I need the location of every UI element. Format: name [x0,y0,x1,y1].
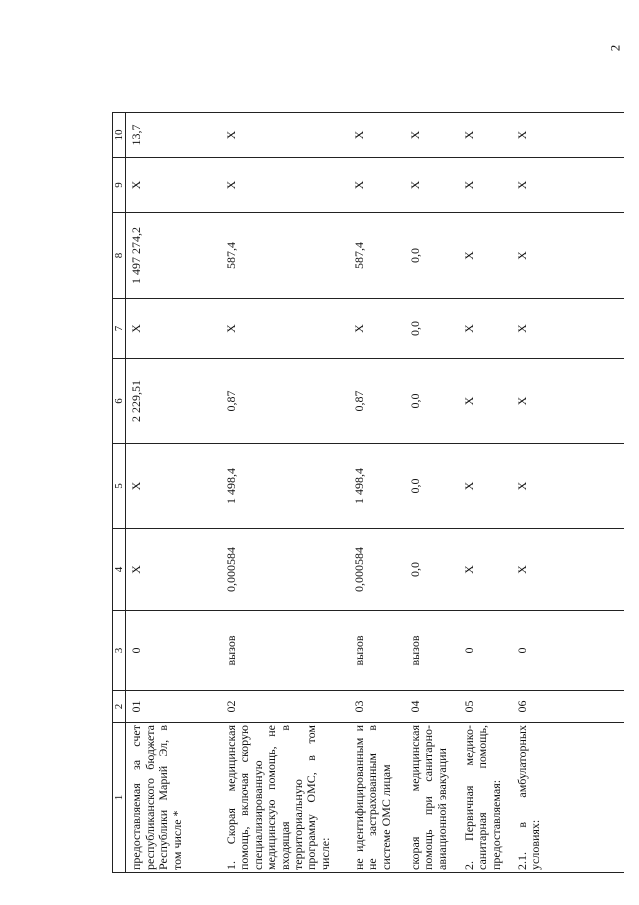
table-row [126,113,221,873]
row-code: 03 [349,691,405,723]
cell-unit: вызов [349,611,405,691]
cell-col10: X [512,113,624,158]
cell-col10: X [405,113,459,158]
cell-col5: X [512,444,624,529]
data-table [112,112,624,873]
row-code: 06 [512,691,624,723]
cell-col9: X [405,158,459,213]
cell-col8: X [459,213,512,299]
cell-col7: X [126,299,221,359]
cell-col9: X [349,158,405,213]
cell-col6: X [512,359,624,444]
row-code: 02 [221,691,349,723]
cell-unit: вызов [405,611,459,691]
cell-col5: 1 498,4 [349,444,405,529]
cell-unit: 0 [459,611,512,691]
cell-col9: X [221,158,349,213]
row-code: 05 [459,691,512,723]
cell-col9: X [126,158,221,213]
cell-col8: 587,4 [349,213,405,299]
cell-col7: X [221,299,349,359]
cell-col9: X [459,158,512,213]
column-header: 9 [113,158,126,213]
cell-col4: 0,0 [405,529,459,611]
cell-col7: 0,0 [405,299,459,359]
column-header: 2 [113,691,126,723]
column-header: 8 [113,213,126,299]
row-description: предоставляемая за счет республиканского бюджета Республики Марий Эл, в том числе * [126,723,221,873]
table-row [349,113,405,873]
page-number: 2 [607,44,623,52]
cell-col6: X [459,359,512,444]
table-row [459,113,512,873]
cell-col4: X [126,529,221,611]
column-header: 10 [113,113,126,158]
cell-col6: 2 229,51 [126,359,221,444]
column-header: 4 [113,529,126,611]
cell-col4: 0,000584 [221,529,349,611]
cell-unit: 0 [512,611,624,691]
cell-col8: 0,0 [405,213,459,299]
column-header: 1 [113,723,126,873]
row-code: 01 [126,691,221,723]
cell-col5: X [459,444,512,529]
cell-col4: X [512,529,624,611]
column-header: 5 [113,444,126,529]
cell-unit: 0 [126,611,221,691]
table-row [512,113,624,873]
column-header: 3 [113,611,126,691]
cell-col7: X [349,299,405,359]
cell-col6: 0,0 [405,359,459,444]
cell-col10: X [221,113,349,158]
cell-col4: 0,000584 [349,529,405,611]
table-row [405,113,459,873]
cell-unit: вызов [221,611,349,691]
column-number-header [113,113,126,873]
cell-col5: 0,0 [405,444,459,529]
row-description: 2.1. в амбулаторных условиях: [512,723,624,873]
row-description: скорая медицинская помощь при санитарно-авиационной эвакуации [405,723,459,873]
cell-col10: X [349,113,405,158]
row-description: не идентифицированным и не застрахованным в системе ОМС лицам [349,723,405,873]
row-description: 1. Скорая медицинская помощь, включая скорую специализированную медицинскую помощь, не входящая в территориальную программу ОМС, в том числе: [221,723,349,873]
cell-col10: X [459,113,512,158]
cell-col8: 1 497 274,2 [126,213,221,299]
cell-col8: 587,4 [221,213,349,299]
cell-col5: 1 498,4 [221,444,349,529]
cell-col9: X [512,158,624,213]
cell-col4: X [459,529,512,611]
cell-col8: X [512,213,624,299]
cell-col7: X [459,299,512,359]
cell-col6: 0,87 [349,359,405,444]
row-description: 2. Первичная медико-санитарная помощь, предоставляемая: [459,723,512,873]
cell-col10: 13,7 [126,113,221,158]
cell-col7: X [512,299,624,359]
column-header: 7 [113,299,126,359]
column-header: 6 [113,359,126,444]
row-code: 04 [405,691,459,723]
cell-col5: X [126,444,221,529]
cell-col6: 0,87 [221,359,349,444]
table-row [221,113,349,873]
rotated-table-container [112,113,635,873]
